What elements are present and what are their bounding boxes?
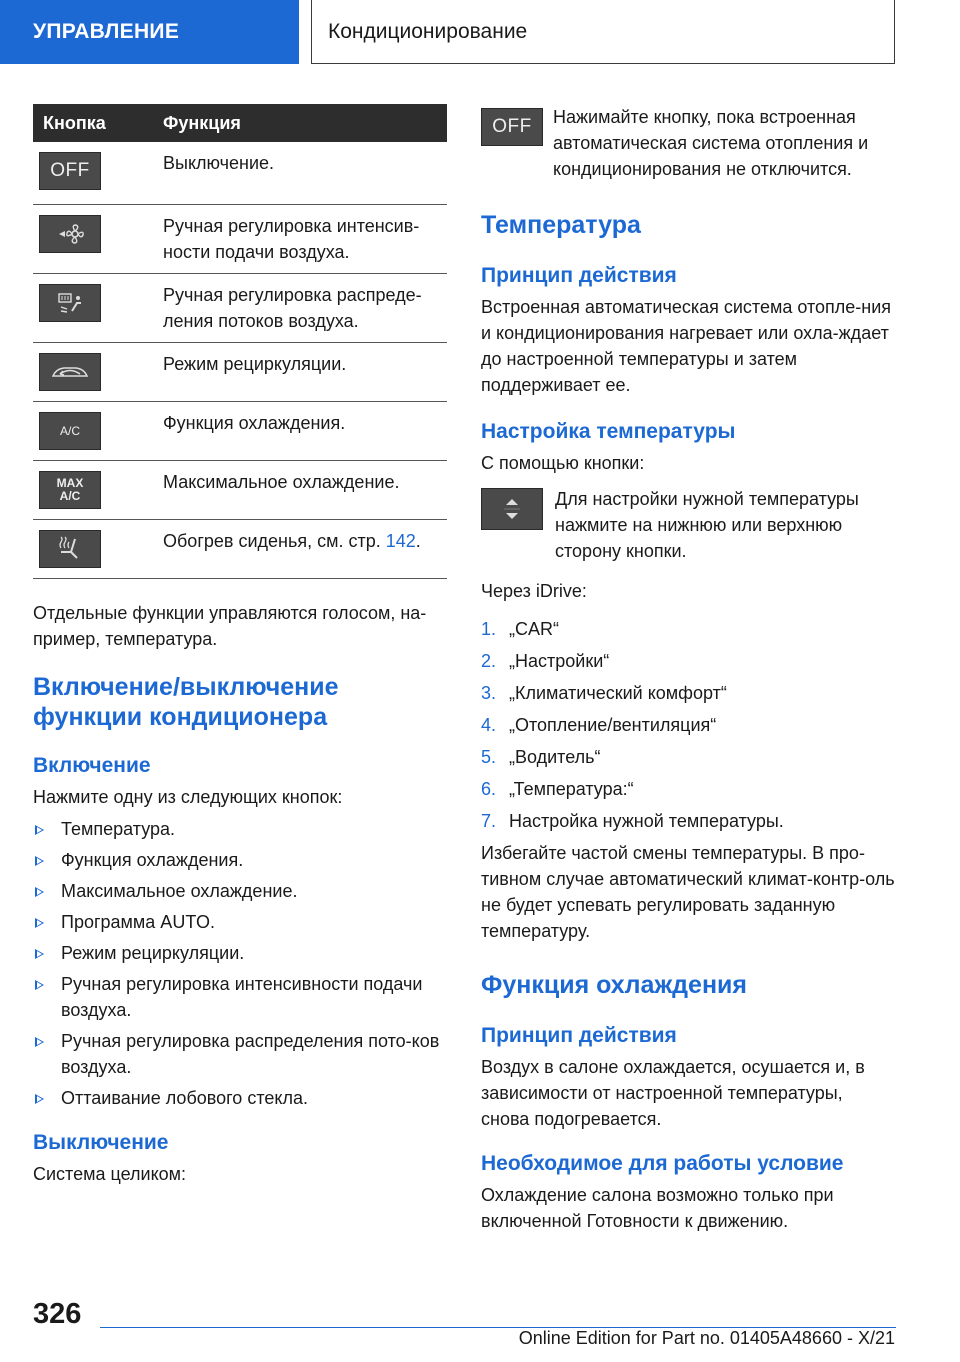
row-text: Ручная регулировка интенсив-ности подачи воздуха. <box>163 204 447 273</box>
ac-label: A/C <box>59 488 81 503</box>
idrive-intro: Через iDrive: <box>481 581 587 601</box>
fan-speed-icon <box>39 215 101 253</box>
voice-control-note: Отдельные функции управляются голосом, на-пример, температура. <box>33 602 427 649</box>
table-row <box>33 342 447 401</box>
bullet-triangle-icon <box>35 825 44 835</box>
temp-rocker-instruction <box>481 486 895 564</box>
principle-1-text: Встроенная автоматическая система отопле-ния и кондиционирования нагревает или охла-ждает до настроенной температуры и затем поддерживает ее. <box>481 297 892 395</box>
heading-condition: Необходимое для работы условие <box>481 1152 844 1175</box>
table-row <box>33 519 447 578</box>
right-column <box>481 104 895 1234</box>
list-item: Функция охлаждения. <box>33 847 447 873</box>
idrive-steps <box>481 616 895 834</box>
left-column <box>33 104 447 1187</box>
list-item: 3. „Климатический комфорт“ <box>481 683 727 703</box>
off-text: Нажимайте кнопку, пока встроенная автоматическая система отопления и кондиционирования не отключится. <box>553 107 869 179</box>
edition-note: Online Edition for Part no. 01405A48660 - X/21 <box>518 1328 895 1348</box>
col-header-function: Функция <box>163 104 447 142</box>
bullet-triangle-icon <box>35 1094 44 1104</box>
list-item: Оттаивание лобового стекла. <box>33 1085 447 1111</box>
row-text: Ручная регулировка распреде-ления потоков воздуха. <box>163 273 447 342</box>
list-item: Программа AUTO. <box>33 909 447 935</box>
ac-button-icon: A/C <box>39 412 101 450</box>
avoid-changes-text: Избегайте частой смены температуры. В про-тивном случае автоматический климат-контр-оль не будет успевать регулировать заданную температуру. <box>481 843 895 941</box>
list-item: Ручная регулировка интенсивности подачи воздуха. <box>33 971 447 1023</box>
bullet-triangle-icon <box>35 918 44 928</box>
heading-principle-2: Принцип действия <box>481 1024 677 1047</box>
on-button-list <box>33 816 447 1111</box>
table-row <box>33 460 447 519</box>
table-row <box>33 273 447 342</box>
temperature-rocker-icon <box>481 488 543 530</box>
chapter-header: Кондиционирование <box>311 0 895 64</box>
col-header-button: Кнопка <box>33 104 163 142</box>
off-intro: Система целиком: <box>33 1163 187 1184</box>
max-ac-button-icon <box>39 471 101 509</box>
setting-button-text: Для настройки нужной температуры нажмите на нижнюю или верхнюю сторону кнопки. <box>555 489 859 561</box>
section-header: УПРАВЛЕНИЕ <box>0 0 299 64</box>
heading-principle-1: Принцип действия <box>481 264 677 287</box>
recirculation-icon <box>39 353 101 391</box>
setting-intro: С помощью кнопки: <box>481 453 645 473</box>
heading-temp-setting: Настройка температуры <box>481 420 736 443</box>
bullet-triangle-icon <box>35 949 44 959</box>
list-item: 7. Настройка нужной температуры. <box>481 811 784 831</box>
button-function-table <box>33 104 447 579</box>
table-row <box>33 401 447 460</box>
bullet-triangle-icon <box>35 856 44 866</box>
off-button-icon: OFF <box>39 152 101 190</box>
row-text: Обогрев сиденья, см. стр. <box>163 530 386 551</box>
row-text: Функция охлаждения. <box>163 401 447 460</box>
list-item: Режим рециркуляции. <box>33 940 447 966</box>
page-link-142[interactable]: 142 <box>385 530 416 551</box>
bullet-triangle-icon <box>35 980 44 990</box>
on-intro: Нажмите одну из следующих кнопок: <box>33 786 343 807</box>
list-item: 5. „Водитель“ <box>481 747 601 767</box>
principle-2-text: Воздух в салоне охлаждается, осушается и, в зависимости от настроенной температуры, снова подогревается. <box>481 1057 865 1129</box>
row-text: Выключение. <box>163 142 447 204</box>
list-item: Температура. <box>33 816 447 842</box>
bullet-triangle-icon <box>35 1037 44 1047</box>
heading-on: Включение <box>33 753 151 777</box>
off-button-icon: OFF <box>481 108 543 146</box>
list-item: Ручная регулировка распределения пото-ков воздуха. <box>33 1028 447 1080</box>
table-row <box>33 142 447 204</box>
bullet-triangle-icon <box>35 887 44 897</box>
list-item: 6. „Температура:“ <box>481 779 634 799</box>
heading-temperature: Температура <box>481 211 641 239</box>
list-item: 1. „CAR“ <box>481 619 559 639</box>
condition-text: Охлаждение салона возможно только при включенной Готовности к движению. <box>481 1185 834 1231</box>
list-item: Максимальное охлаждение. <box>33 878 447 904</box>
heading-off: Выключение <box>33 1130 169 1154</box>
off-instruction <box>481 104 895 182</box>
max-label: MAX <box>56 475 84 490</box>
page-number: 326 <box>33 1298 82 1330</box>
heading-cooling: Функция охлаждения <box>481 971 748 999</box>
list-item: 4. „Отопление/вентиляция“ <box>481 715 717 735</box>
air-distribution-icon <box>39 284 101 322</box>
row-text: Режим рециркуляции. <box>163 342 447 401</box>
table-row <box>33 204 447 273</box>
list-item: 2. „Настройки“ <box>481 651 610 671</box>
seat-heating-icon <box>39 530 101 568</box>
heading-on-off: Включение/выключение функции кондиционера <box>33 672 339 731</box>
row-text-end: . <box>415 530 421 551</box>
row-text: Максимальное охлаждение. <box>163 460 447 519</box>
